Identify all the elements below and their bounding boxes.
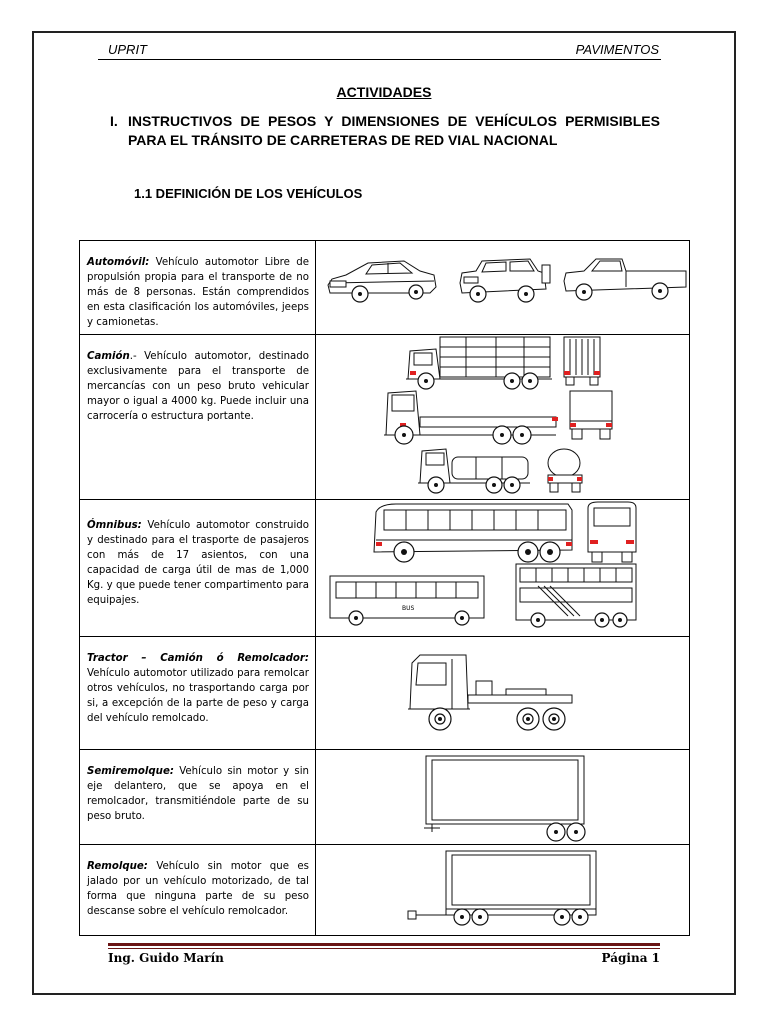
illustration-cell <box>316 241 690 335</box>
tractor-truck-drawing <box>408 655 572 730</box>
definition-term: Remolque: <box>87 861 148 872</box>
definition-cell <box>80 241 316 335</box>
definition-term: Camión <box>87 351 130 362</box>
bus-rear-view-drawing <box>588 502 636 562</box>
section-heading <box>110 112 660 150</box>
trailer-illustration <box>316 845 690 936</box>
tanker-truck-drawing <box>418 449 582 493</box>
page-header <box>98 42 661 60</box>
definition-term: Automóvil: <box>87 257 150 268</box>
cargo-truck-drawing <box>406 337 600 389</box>
coach-bus-drawing <box>374 504 572 562</box>
section-number: I. <box>110 113 118 129</box>
vehicle-definitions-table <box>79 240 690 936</box>
trailer-drawing <box>408 851 596 925</box>
semitrailer-illustration <box>316 750 690 845</box>
tractor-illustration <box>316 637 690 750</box>
header-left: UPRIT <box>108 42 147 57</box>
illustration-cell <box>316 335 690 500</box>
definition-term: Tractor – Camión ó Remolcador: <box>87 653 309 664</box>
table-row <box>80 335 690 500</box>
definition-cell <box>80 637 316 750</box>
trucks-illustration <box>316 335 690 500</box>
definition-cell <box>80 500 316 637</box>
sedan-car-drawing <box>328 261 436 302</box>
table-row <box>80 637 690 750</box>
definition-term: Ómnibus: <box>87 520 142 531</box>
definition-cell <box>80 750 316 845</box>
double-decker-bus-drawing <box>516 564 636 627</box>
table-row <box>80 750 690 845</box>
definition-text: Vehículo sin motor y sin eje delantero, que se apoya en el remolcador, transmitiéndole parte de su peso bruto. <box>87 766 309 822</box>
table-row <box>80 241 690 335</box>
definition-cell <box>80 845 316 936</box>
footer-rule-thin <box>108 948 660 949</box>
table-row <box>80 845 690 936</box>
cars-illustration <box>316 241 690 335</box>
definition-text: Vehículo sin motor que es jalado por un vehículo motorizado, de tal forma que ninguna parte de su peso descanse sobre el vehículo remolcador. <box>87 861 309 917</box>
page-title: ACTIVIDADES <box>336 84 432 100</box>
definition-cell <box>80 335 316 500</box>
flatbed-truck-drawing <box>384 391 612 444</box>
pickup-truck-drawing <box>564 259 686 300</box>
jeep-drawing <box>460 259 550 302</box>
illustration-cell <box>316 500 690 637</box>
definition-term: Semiremolque: <box>87 766 174 777</box>
buses-illustration <box>316 500 690 637</box>
section-title: INSTRUCTIVOS DE PESOS Y DIMENSIONES DE VEHÍCULOS PERMISIBLES PARA EL TRÁNSITO DE CARRETERAS DE RED VIAL NACIONAL <box>128 113 660 148</box>
definition-text: .- Vehículo automotor, destinado exclusivamente para el transporte de mercancías con un peso bruto vehicular mayor o igual a 4000 kg. Puede incluir una carrocería o estructura portante. <box>87 351 309 422</box>
footer-page-number: Página 1 <box>601 951 660 965</box>
definition-text: Vehículo automotor Libre de propulsión propia para el transporte de no más de 8 personas. Están comprendidos en esta clasificación los automóviles, jeeps y camionetas. <box>87 257 309 328</box>
illustration-cell <box>316 637 690 750</box>
definition-text: Vehículo automotor construido y destinado para el trasporte de pasajeros con más de 17 asientos, con una capacidad de carga útil de mas de 1,000 Kg. y que puede tener compartimento para equipajes. <box>87 520 309 606</box>
illustration-cell <box>316 845 690 936</box>
bus-side-text: BUS <box>402 605 415 612</box>
definition-text: Vehículo automotor utilizado para remolcar otros vehículos, no trasportando carga por si, a excepción de la parte de peso y carga del vehículo remolcado. <box>87 668 309 724</box>
subsection-heading: 1.1 DEFINICIÓN DE LOS VEHÍCULOS <box>134 186 363 201</box>
footer-rule <box>108 943 660 946</box>
table-row <box>80 500 690 637</box>
semitrailer-drawing <box>424 756 585 841</box>
footer-author: Ing. Guido Marín <box>108 951 224 965</box>
header-right: PAVIMENTOS <box>575 42 659 57</box>
page-footer <box>108 951 660 965</box>
illustration-cell <box>316 750 690 845</box>
city-bus-drawing <box>330 576 484 625</box>
